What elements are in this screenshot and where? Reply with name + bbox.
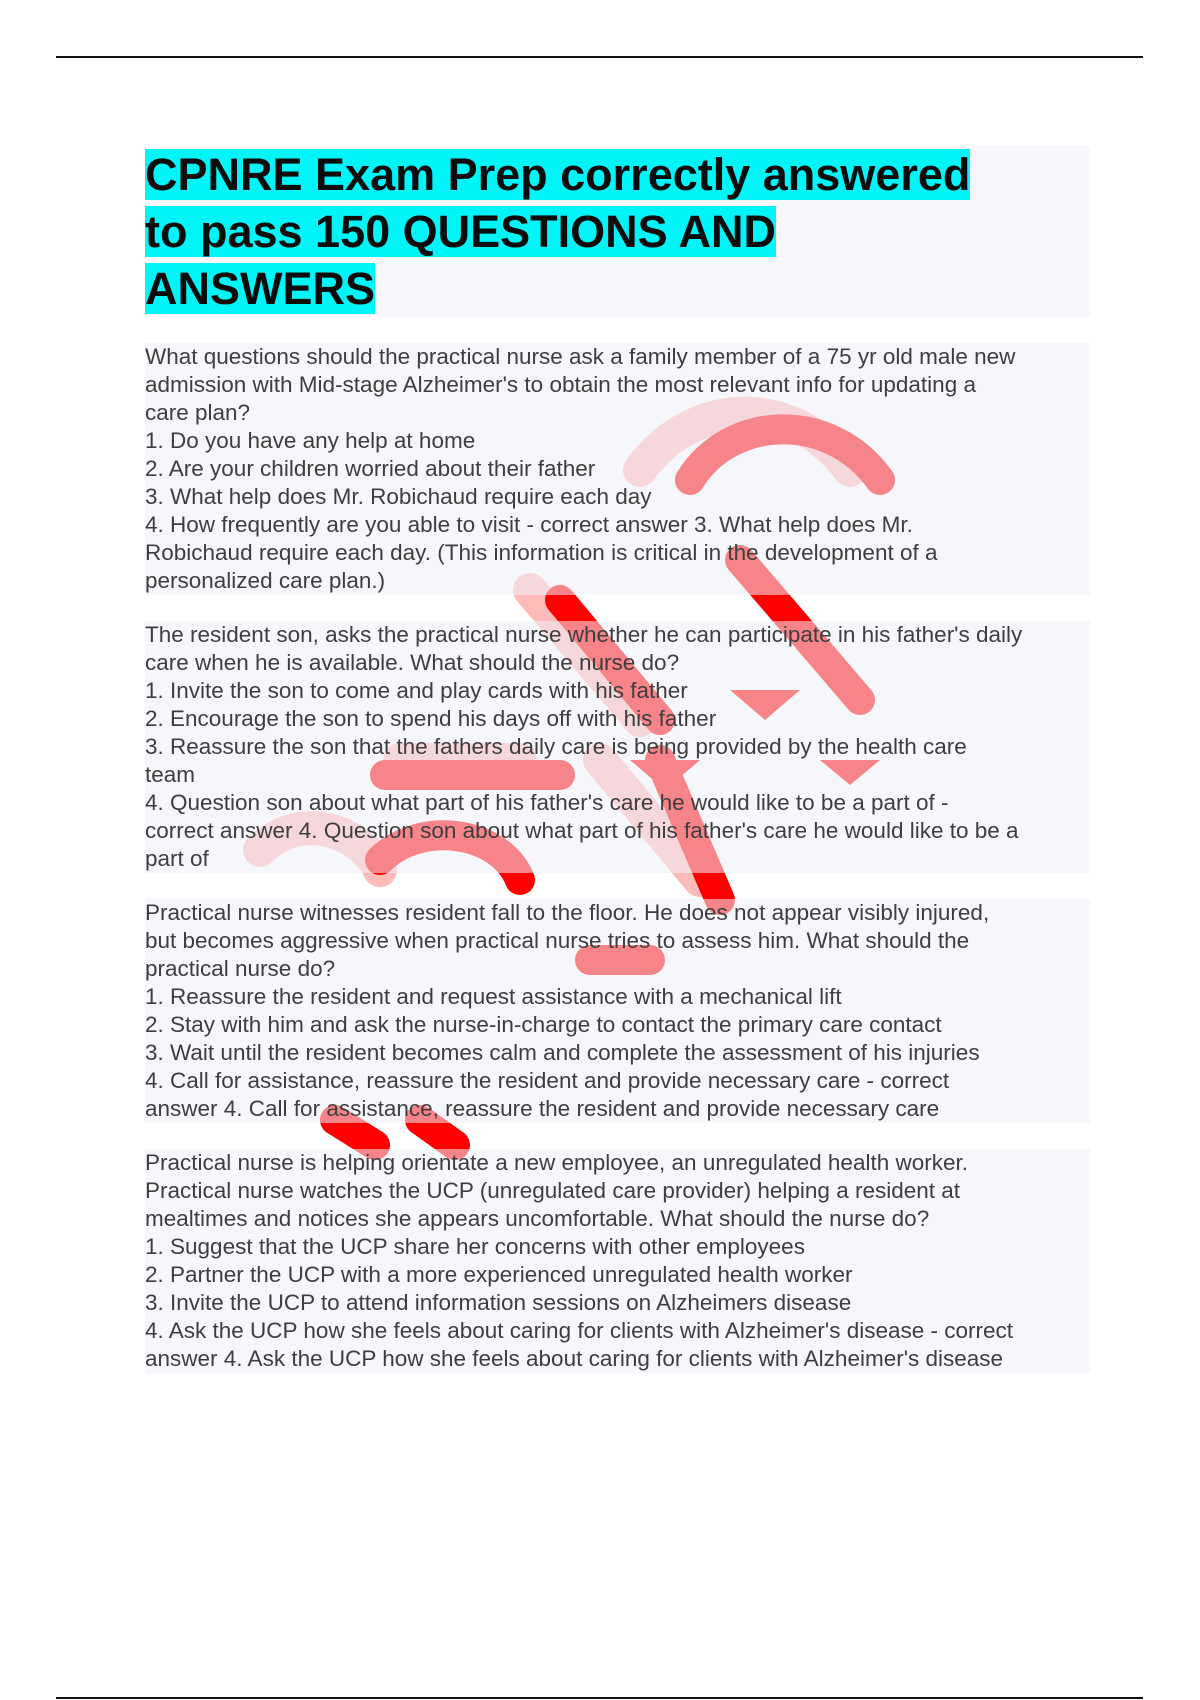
text-line: answer 4. Ask the UCP how she feels about caring for clients with Alzheimer's disease [145,1346,1004,1371]
text-line: personalized care plan.) [145,568,386,593]
text-line: care plan? [145,400,251,425]
option-line: 1. Invite the son to come and play cards with his father [145,678,688,703]
option-line: 3. Wait until the resident becomes calm and complete the assessment of his injuries [145,1040,980,1065]
text-line: Practical nurse watches the UCP (unregulated care provider) helping a resident at [145,1178,961,1203]
text-line: What questions should the practical nurse ask a family member of a 75 yr old male new [145,344,1016,369]
option-line: 4. Question son about what part of his father's care he would like to be a part of - [145,790,949,815]
title-line: CPNRE Exam Prep correctly answered [145,149,971,200]
document-body [145,146,1090,1399]
text-line: team [145,762,196,787]
option-line: 2. Partner the UCP with a more experienced unregulated health worker [145,1262,853,1287]
option-line: 2. Stay with him and ask the nurse-in-charge to contact the primary care contact [145,1012,942,1037]
text-line: Robichaud require each day. (This information is critical in the development of a [145,540,938,565]
option-line: 3. What help does Mr. Robichaud require each day [145,484,652,509]
document-title [145,146,1090,317]
title-line: to pass 150 QUESTIONS AND [145,206,776,257]
text-line: correct answer 4. Question son about what part of his father's care he would like to be a [145,818,1019,843]
text-line: answer 4. Call for assistance, reassure the resident and provide necessary care [145,1096,940,1121]
question-block [145,621,1090,873]
text-line: care when he is available. What should the nurse do? [145,650,680,675]
question-block [145,343,1090,595]
text-line: Practical nurse witnesses resident fall to the floor. He does not appear visibly injured, [145,900,990,925]
text-line: but becomes aggressive when practical nurse tries to assess him. What should the [145,928,970,953]
option-line: 4. How frequently are you able to visit - correct answer 3. What help does Mr. [145,512,913,537]
text-line: part of [145,846,209,871]
option-line: 1. Reassure the resident and request assistance with a mechanical lift [145,984,842,1009]
option-line: 1. Suggest that the UCP share her concerns with other employees [145,1234,805,1259]
option-line: 2. Are your children worried about their father [145,456,596,481]
option-line: 3. Invite the UCP to attend information sessions on Alzheimers disease [145,1290,852,1315]
option-line: 4. Call for assistance, reassure the resident and provide necessary care - correct [145,1068,950,1093]
title-line: ANSWERS [145,263,376,314]
text-line: practical nurse do? [145,956,336,981]
option-line: 1. Do you have any help at home [145,428,476,453]
text-line: Practical nurse is helping orientate a new employee, an unregulated health worker. [145,1150,968,1175]
question-block [145,1149,1090,1373]
header-rule [56,56,1143,58]
text-line: admission with Mid-stage Alzheimer's to obtain the most relevant info for updating a [145,372,976,397]
footer-rule [56,1697,1143,1699]
question-block [145,899,1090,1123]
option-line: 2. Encourage the son to spend his days off with his father [145,706,717,731]
text-line: The resident son, asks the practical nurse whether he can participate in his father's daily [145,622,1023,647]
option-line: 4. Ask the UCP how she feels about caring for clients with Alzheimer's disease - correct [145,1318,1014,1343]
title-block [145,146,1090,317]
option-line: 3. Reassure the son that the fathers daily care is being provided by the health care [145,734,967,759]
text-line: mealtimes and notices she appears uncomfortable. What should the nurse do? [145,1206,930,1231]
